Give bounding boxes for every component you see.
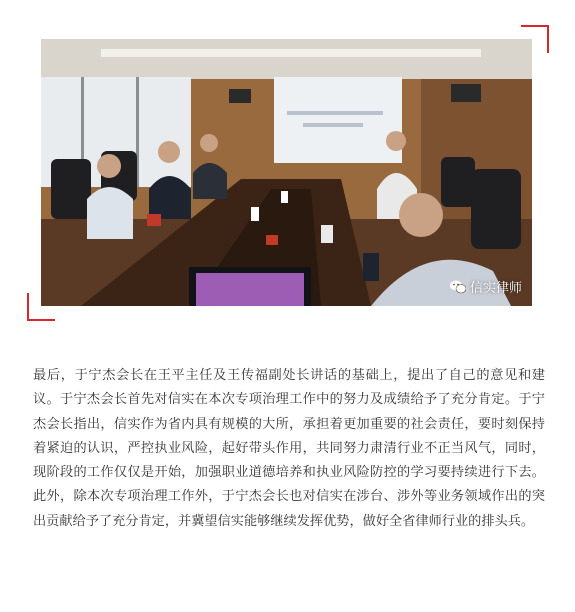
article-paragraph: 最后，于宁杰会长在王平主任及王传福副处长讲话的基础上，提出了自己的意见和建议。于宁杰会长首先对信实在本次专项治理工作中的努力及成绩给予了充分肯定。于宁杰会长指出，信实作为省内具有规模的大所，承担着更加重要的社会责任，要时刻保持着紧迫的认识，严控执业风险，起好带头作用，共同努力肃清行业不正当风气，同时，现阶段的工作仅仅是开始，加强职业道德培养和执业风险防控的学习要持续进行下去。此外，除本次专项治理工作外，于宁杰会长也对信实在涉台、涉外等业务领域作出的突出贡献给予了充分肯定，并冀望信实能够继续发挥优势，做好全省律师行业的排头兵。	[33, 368, 545, 529]
wechat-icon	[450, 280, 466, 294]
watermark-text: 信实律师	[469, 281, 522, 296]
watermark	[450, 277, 522, 296]
meeting-room-illustration	[41, 39, 532, 306]
meeting-photo	[41, 39, 532, 306]
photo-frame	[27, 25, 549, 321]
